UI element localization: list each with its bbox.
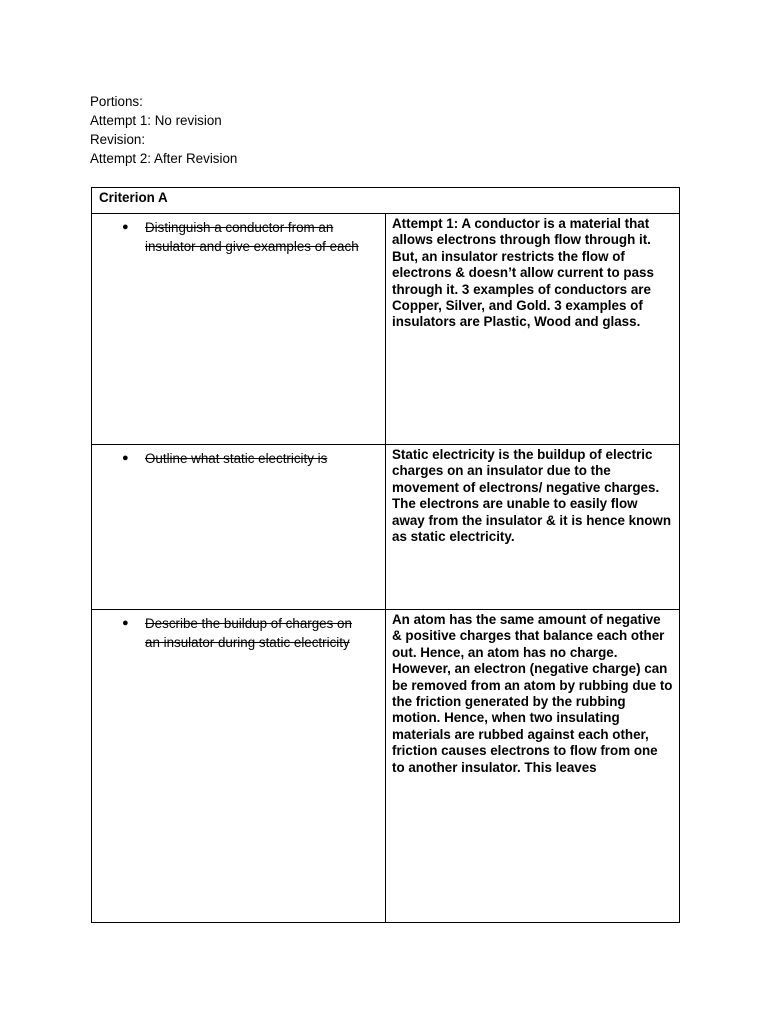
criterion-header: Criterion A	[92, 188, 680, 214]
criterion-table	[91, 187, 680, 923]
question-cell	[92, 610, 386, 923]
revision-label: Revision:	[90, 132, 146, 147]
question-cell	[92, 214, 386, 445]
answer-cell: Attempt 1: A conductor is a material that allows electrons through flow through it. But, an insulator restricts the flow of electrons & doesn’t allow current to pass through it. 3 examples of conductors are Copper, Silver, and Gold. 3 examples of insulators are Plastic, Wood and glass.	[386, 214, 680, 445]
portions-label: Portions:	[90, 94, 143, 109]
bullet-icon: ●	[122, 617, 129, 629]
table-header-row	[92, 188, 680, 214]
attempt1-label: Attempt 1: No revision	[90, 113, 222, 128]
answer-cell: An atom has the same amount of negative & positive charges that balance each other out. Hence, an atom has no charge. However, an electron (negative charge) can be removed from an atom by rubbing due to the friction generated by the rubbing motion. Hence, when two insulating materials are rubbed against each other, friction causes electrons to flow from one to another insulator. This leaves	[386, 610, 680, 923]
question-text: Distinguish a conductor from an insulator and give examples of each	[145, 220, 359, 254]
question-text: Outline what static electricity is	[145, 451, 328, 466]
attempt2-label: Attempt 2: After Revision	[90, 151, 238, 166]
table-row	[92, 214, 680, 445]
bullet-icon: ●	[122, 452, 129, 464]
question-text: Describe the buildup of charges on an insulator during static electricity	[145, 616, 352, 650]
table-row	[92, 610, 680, 923]
intro-block	[90, 92, 237, 168]
table-row	[92, 445, 680, 610]
answer-cell: Static electricity is the buildup of electric charges on an insulator due to the movement of electrons/ negative charges. The electrons are unable to easily flow away from the insulator & it is hence known as static electricity.	[386, 445, 680, 610]
bullet-icon: ●	[122, 221, 129, 233]
question-cell	[92, 445, 386, 610]
